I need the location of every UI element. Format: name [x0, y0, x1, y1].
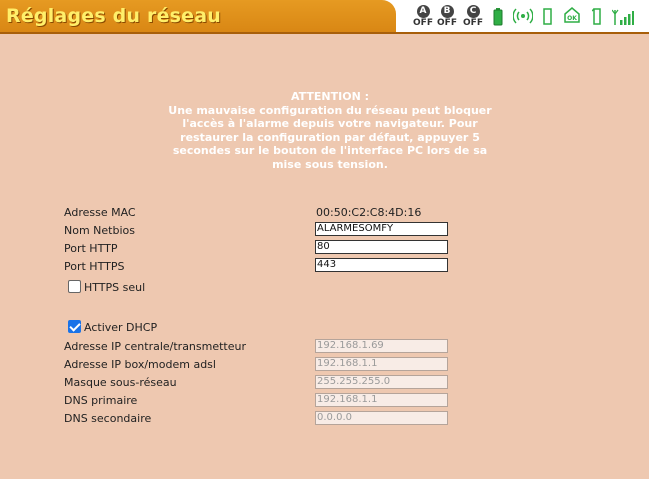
zone-c-state: OFF — [463, 18, 483, 28]
zone-a-letter: A — [417, 5, 430, 18]
warning-line: l'accès à l'alarme depuis votre navigateur. Pour — [182, 117, 478, 130]
https-only-option[interactable] — [68, 280, 145, 294]
zone-a-status — [412, 5, 434, 29]
header-divider — [0, 32, 649, 34]
zone-b-letter: B — [441, 5, 454, 18]
status-bar — [396, 0, 649, 34]
ip-central-label: Adresse IP centrale/transmetteur — [64, 340, 247, 353]
http-port-input[interactable]: 80 — [315, 240, 448, 254]
zone-c-letter: C — [467, 5, 480, 18]
radio-signal-icon — [513, 8, 533, 24]
dhcp-checkbox[interactable] — [68, 320, 81, 333]
warning-line: Une mauvaise configuration du réseau peut bloquer — [168, 103, 492, 117]
netbios-label: Nom Netbios — [64, 224, 135, 237]
dns-secondary-label: DNS secondaire — [64, 412, 152, 425]
page-title: Réglages du réseau — [6, 5, 222, 27]
warning-title: ATTENTION : — [290, 90, 370, 103]
netbios-input[interactable]: ALARMESOMFY — [315, 222, 448, 236]
device-icon — [543, 8, 553, 26]
dns-primary-input[interactable]: 192.168.1.1 — [315, 393, 448, 407]
https-port-input[interactable]: 443 — [315, 258, 448, 272]
dhcp-label: Activer DHCP — [84, 321, 158, 334]
https-only-checkbox[interactable] — [68, 280, 81, 293]
https-only-label: HTTPS seul — [84, 281, 146, 294]
gsm-signal-icon — [612, 8, 634, 26]
zone-a-state: OFF — [413, 18, 433, 28]
house-ok-icon — [563, 6, 581, 24]
mac-label: Adresse MAC — [64, 206, 136, 219]
dhcp-option[interactable] — [68, 320, 157, 334]
https-port-label: Port HTTPS — [64, 260, 125, 273]
ip-box-label: Adresse IP box/modem adsl — [64, 358, 216, 371]
network-warning — [165, 90, 495, 171]
ip-central-input[interactable]: 192.168.1.69 — [315, 339, 448, 353]
battery-icon — [493, 8, 503, 26]
header — [0, 0, 649, 34]
svg-text:OK: OK — [567, 15, 577, 22]
zone-b-state: OFF — [437, 18, 457, 28]
title-tab — [0, 0, 396, 34]
mac-value: 00:50:C2:C8:4D:16 — [316, 206, 422, 219]
zone-c-status — [462, 5, 484, 29]
subnet-mask-input[interactable]: 255.255.255.0 — [315, 375, 448, 389]
zone-b-status — [436, 5, 458, 29]
dns-secondary-input[interactable]: 0.0.0.0 — [315, 411, 448, 425]
subnet-mask-label: Masque sous-réseau — [64, 376, 177, 389]
dns-primary-label: DNS primaire — [64, 394, 138, 407]
warning-line: mise sous tension. — [272, 157, 388, 171]
door-icon — [592, 8, 602, 26]
ip-box-input[interactable]: 192.168.1.1 — [315, 357, 448, 371]
warning-line: secondes sur le bouton de l'interface PC lors de sa — [172, 144, 488, 157]
http-port-label: Port HTTP — [64, 242, 118, 255]
warning-line: restaurer la configuration par défaut, appuyer 5 — [180, 130, 480, 144]
